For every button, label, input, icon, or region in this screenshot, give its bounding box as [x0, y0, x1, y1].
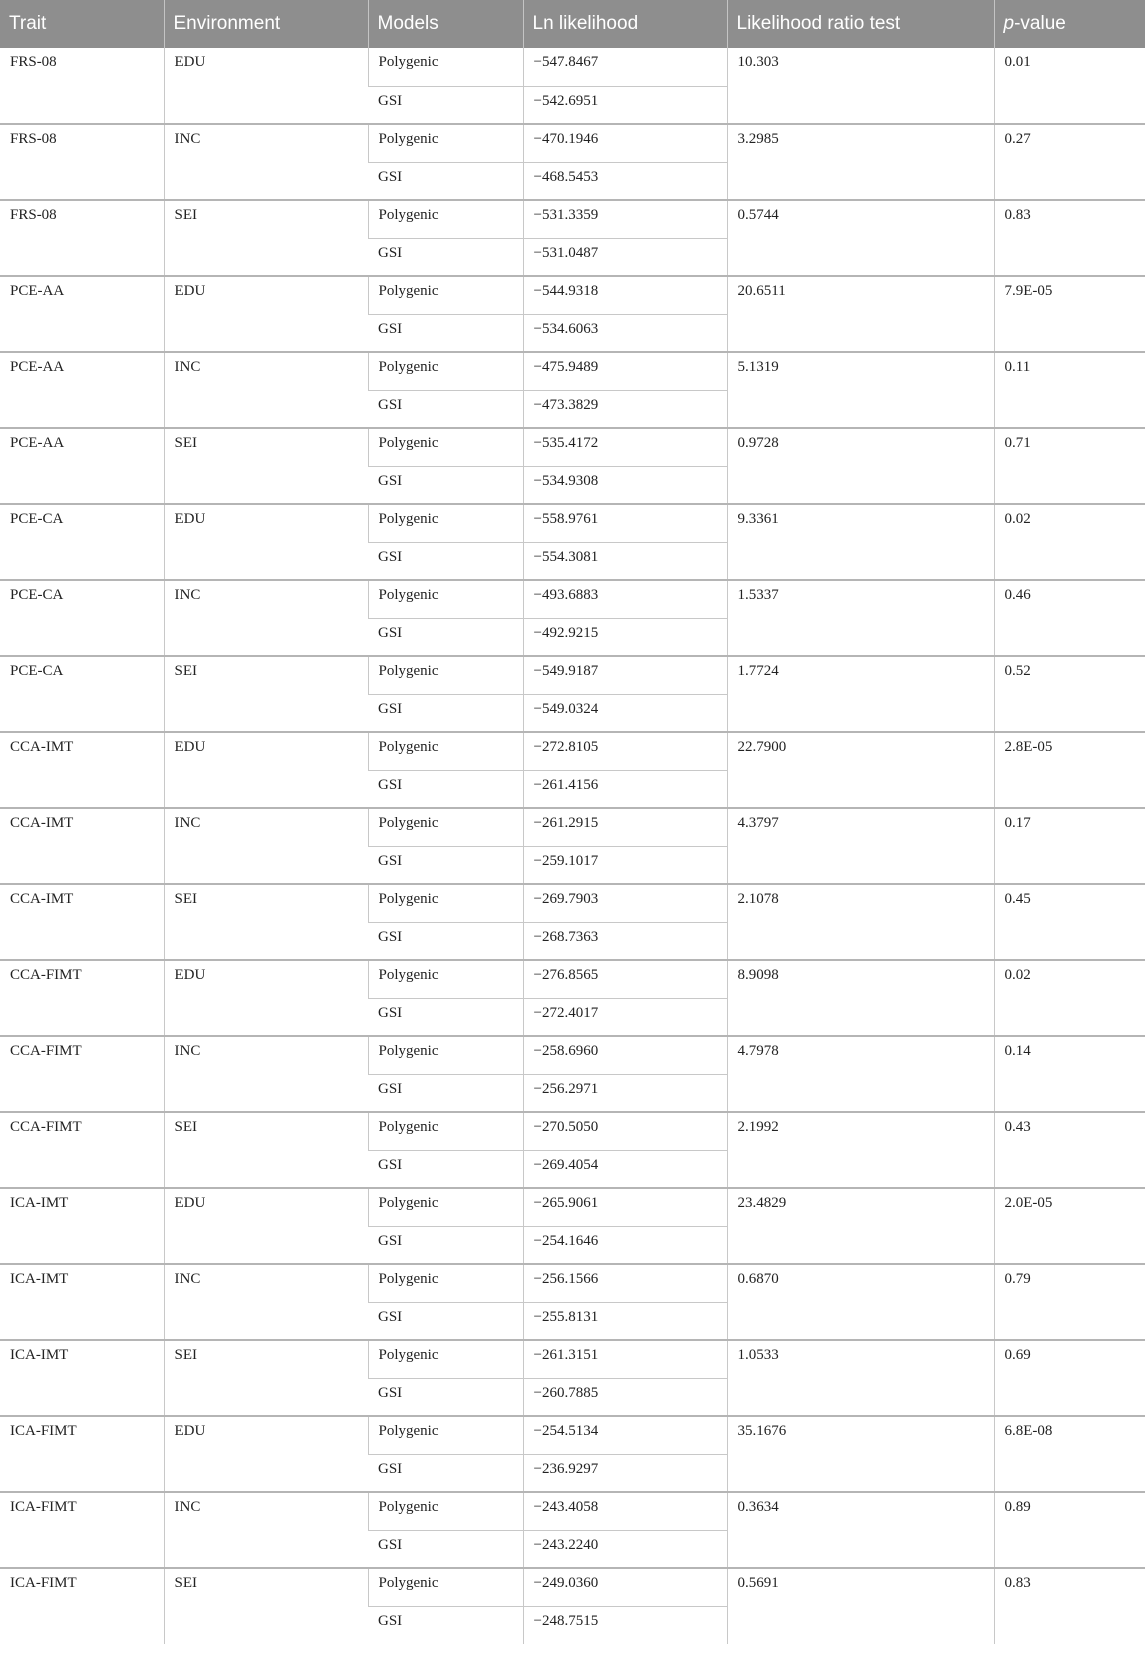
ln-likelihood-cell: −248.7515	[523, 1606, 727, 1644]
model-cell: GSI	[368, 162, 523, 200]
environment-cell: SEI	[164, 200, 368, 276]
model-cell: Polygenic	[368, 1340, 523, 1378]
p-value-cell: 0.11	[994, 352, 1145, 428]
ln-likelihood-cell: −236.9297	[523, 1454, 727, 1492]
table-row	[0, 124, 1145, 162]
ln-likelihood-cell: −272.8105	[523, 732, 727, 770]
ln-likelihood-cell: −261.4156	[523, 770, 727, 808]
p-value-cell: 0.71	[994, 428, 1145, 504]
ln-likelihood-cell: −544.9318	[523, 276, 727, 314]
likelihood-ratio-test-cell: 3.2985	[727, 124, 994, 200]
ln-likelihood-cell: −260.7885	[523, 1378, 727, 1416]
ln-likelihood-cell: −272.4017	[523, 998, 727, 1036]
model-cell: Polygenic	[368, 1568, 523, 1606]
p-value-cell: 0.89	[994, 1492, 1145, 1568]
header-row	[0, 0, 1145, 48]
p-value-cell: 0.69	[994, 1340, 1145, 1416]
ln-likelihood-cell: −475.9489	[523, 352, 727, 390]
environment-cell: EDU	[164, 960, 368, 1036]
trait-cell: FRS-08	[0, 200, 164, 276]
trait-cell: PCE-AA	[0, 428, 164, 504]
table-row	[0, 276, 1145, 314]
table-row	[0, 48, 1145, 86]
table-row	[0, 1568, 1145, 1606]
model-cell: GSI	[368, 922, 523, 960]
environment-cell: SEI	[164, 1340, 368, 1416]
model-cell: Polygenic	[368, 808, 523, 846]
ln-likelihood-cell: −259.1017	[523, 846, 727, 884]
ln-likelihood-cell: −269.4054	[523, 1150, 727, 1188]
model-cell: Polygenic	[368, 1112, 523, 1150]
model-cell: GSI	[368, 1226, 523, 1264]
table-row	[0, 1340, 1145, 1378]
model-cell: Polygenic	[368, 1264, 523, 1302]
ln-likelihood-cell: −558.9761	[523, 504, 727, 542]
model-cell: Polygenic	[368, 580, 523, 618]
p-value-cell: 0.01	[994, 48, 1145, 124]
trait-cell: ICA-IMT	[0, 1188, 164, 1264]
model-cell: GSI	[368, 618, 523, 656]
p-value-cell: 0.02	[994, 960, 1145, 1036]
p-value-cell: 0.79	[994, 1264, 1145, 1340]
trait-cell: ICA-FIMT	[0, 1568, 164, 1644]
model-cell: GSI	[368, 1150, 523, 1188]
model-cell: Polygenic	[368, 428, 523, 466]
ln-likelihood-cell: −534.9308	[523, 466, 727, 504]
model-cell: GSI	[368, 846, 523, 884]
likelihood-ratio-test-cell: 4.7978	[727, 1036, 994, 1112]
likelihood-ratio-test-cell: 22.7900	[727, 732, 994, 808]
environment-cell: INC	[164, 1492, 368, 1568]
model-cell: Polygenic	[368, 1416, 523, 1454]
model-cell: Polygenic	[368, 48, 523, 86]
trait-cell: CCA-IMT	[0, 884, 164, 960]
environment-cell: EDU	[164, 276, 368, 352]
trait-cell: PCE-CA	[0, 580, 164, 656]
p-value-cell: 2.0E-05	[994, 1188, 1145, 1264]
ln-likelihood-cell: −256.2971	[523, 1074, 727, 1112]
model-cell: Polygenic	[368, 504, 523, 542]
trait-cell: CCA-IMT	[0, 732, 164, 808]
trait-cell: PCE-AA	[0, 276, 164, 352]
trait-cell: CCA-IMT	[0, 808, 164, 884]
trait-cell: CCA-FIMT	[0, 1112, 164, 1188]
table-row	[0, 960, 1145, 998]
table-row	[0, 504, 1145, 542]
environment-cell: INC	[164, 1036, 368, 1112]
ln-likelihood-cell: −255.8131	[523, 1302, 727, 1340]
ln-likelihood-cell: −531.0487	[523, 238, 727, 276]
ln-likelihood-cell: −542.6951	[523, 86, 727, 124]
table-row	[0, 732, 1145, 770]
model-cell: GSI	[368, 314, 523, 352]
likelihood-ratio-test-cell: 0.9728	[727, 428, 994, 504]
ln-likelihood-cell: −261.3151	[523, 1340, 727, 1378]
table-row	[0, 1036, 1145, 1074]
likelihood-ratio-test-cell: 10.303	[727, 48, 994, 124]
ln-likelihood-cell: −535.4172	[523, 428, 727, 466]
likelihood-ratio-test-cell: 4.3797	[727, 808, 994, 884]
table-row	[0, 884, 1145, 922]
table-body	[0, 48, 1145, 1644]
table-row	[0, 1112, 1145, 1150]
p-value-cell: 2.8E-05	[994, 732, 1145, 808]
p-value-cell: 0.27	[994, 124, 1145, 200]
p-value-cell: 0.45	[994, 884, 1145, 960]
ln-likelihood-cell: −473.3829	[523, 390, 727, 428]
trait-cell: CCA-FIMT	[0, 960, 164, 1036]
header-ln-likelihood: Ln likelihood	[523, 0, 727, 48]
likelihood-ratio-test-cell: 0.5744	[727, 200, 994, 276]
likelihood-ratio-test-cell: 1.0533	[727, 1340, 994, 1416]
environment-cell: EDU	[164, 48, 368, 124]
model-cell: GSI	[368, 390, 523, 428]
header-environment: Environment	[164, 0, 368, 48]
table-row	[0, 656, 1145, 694]
model-cell: Polygenic	[368, 656, 523, 694]
ln-likelihood-cell: −492.9215	[523, 618, 727, 656]
table-row	[0, 1416, 1145, 1454]
trait-cell: ICA-FIMT	[0, 1492, 164, 1568]
likelihood-ratio-test-cell: 23.4829	[727, 1188, 994, 1264]
trait-cell: PCE-CA	[0, 504, 164, 580]
table-row	[0, 200, 1145, 238]
ln-likelihood-cell: −547.8467	[523, 48, 727, 86]
table-row	[0, 352, 1145, 390]
likelihood-ratio-test-cell: 35.1676	[727, 1416, 994, 1492]
likelihood-ratio-test-cell: 1.7724	[727, 656, 994, 732]
likelihood-ratio-test-cell: 0.3634	[727, 1492, 994, 1568]
model-cell: Polygenic	[368, 884, 523, 922]
model-cell: GSI	[368, 86, 523, 124]
environment-cell: EDU	[164, 1416, 368, 1492]
p-value-cell: 0.83	[994, 200, 1145, 276]
ln-likelihood-cell: −269.7903	[523, 884, 727, 922]
model-cell: Polygenic	[368, 1492, 523, 1530]
model-cell: Polygenic	[368, 200, 523, 238]
environment-cell: SEI	[164, 656, 368, 732]
p-value-cell: 6.8E-08	[994, 1416, 1145, 1492]
model-cell: GSI	[368, 1074, 523, 1112]
model-cell: Polygenic	[368, 352, 523, 390]
environment-cell: INC	[164, 1264, 368, 1340]
trait-cell: PCE-CA	[0, 656, 164, 732]
ln-likelihood-cell: −243.2240	[523, 1530, 727, 1568]
environment-cell: INC	[164, 352, 368, 428]
table-row	[0, 428, 1145, 466]
environment-cell: SEI	[164, 1568, 368, 1644]
model-cell: GSI	[368, 1606, 523, 1644]
table-header	[0, 0, 1145, 48]
ln-likelihood-cell: −554.3081	[523, 542, 727, 580]
ln-likelihood-cell: −268.7363	[523, 922, 727, 960]
environment-cell: EDU	[164, 1188, 368, 1264]
model-cell: GSI	[368, 1530, 523, 1568]
environment-cell: EDU	[164, 504, 368, 580]
ln-likelihood-cell: −531.3359	[523, 200, 727, 238]
model-cell: GSI	[368, 1302, 523, 1340]
p-value-cell: 0.14	[994, 1036, 1145, 1112]
model-cell: GSI	[368, 998, 523, 1036]
model-cell: GSI	[368, 694, 523, 732]
ln-likelihood-cell: −254.1646	[523, 1226, 727, 1264]
ln-likelihood-cell: −256.1566	[523, 1264, 727, 1302]
trait-cell: FRS-08	[10, 54, 57, 70]
trait-cell: PCE-AA	[0, 352, 164, 428]
table-row	[0, 1188, 1145, 1226]
likelihood-ratio-test-cell: 9.3361	[727, 504, 994, 580]
p-value-cell: 0.83	[994, 1568, 1145, 1644]
trait-cell: CCA-FIMT	[0, 1036, 164, 1112]
ln-likelihood-cell: −468.5453	[523, 162, 727, 200]
ln-likelihood-cell: −249.0360	[523, 1568, 727, 1606]
p-value-cell: 0.52	[994, 656, 1145, 732]
likelihood-ratio-test-cell: 5.1319	[727, 352, 994, 428]
ln-likelihood-cell: −493.6883	[523, 580, 727, 618]
likelihood-ratio-test-cell: 0.6870	[727, 1264, 994, 1340]
trait-cell: ICA-IMT	[0, 1264, 164, 1340]
p-value-cell: 7.9E-05	[994, 276, 1145, 352]
trait-cell: FRS-08	[0, 124, 164, 200]
likelihood-ratio-test-cell: 8.9098	[727, 960, 994, 1036]
model-cell: Polygenic	[368, 124, 523, 162]
header-likelihood-ratio-test: Likelihood ratio test	[727, 0, 994, 48]
ln-likelihood-cell: −549.0324	[523, 694, 727, 732]
ln-likelihood-cell: −534.6063	[523, 314, 727, 352]
environment-cell: INC	[164, 124, 368, 200]
trait-cell: ICA-IMT	[0, 1340, 164, 1416]
model-cell: Polygenic	[368, 732, 523, 770]
model-cell: GSI	[368, 1378, 523, 1416]
likelihood-ratio-test-cell: 20.6511	[727, 276, 994, 352]
model-cell: Polygenic	[368, 276, 523, 314]
likelihood-ratio-test-cell: 1.5337	[727, 580, 994, 656]
header-models: Models	[368, 0, 523, 48]
table-row	[0, 580, 1145, 618]
header-p-value-suffix: -value	[1014, 13, 1066, 34]
trait-cell: ICA-FIMT	[0, 1416, 164, 1492]
model-cell: Polygenic	[368, 1036, 523, 1074]
ln-likelihood-cell: −254.5134	[523, 1416, 727, 1454]
likelihood-ratio-test-cell: 0.5691	[727, 1568, 994, 1644]
ln-likelihood-cell: −270.5050	[523, 1112, 727, 1150]
table-row	[0, 808, 1145, 846]
likelihood-ratio-test-cell: 2.1078	[727, 884, 994, 960]
model-cell: GSI	[368, 466, 523, 504]
ln-likelihood-cell: −549.9187	[523, 656, 727, 694]
ln-likelihood-cell: −258.6960	[523, 1036, 727, 1074]
table-row	[0, 1264, 1145, 1302]
header-p-value	[994, 0, 1145, 48]
environment-cell: INC	[164, 580, 368, 656]
environment-cell: EDU	[164, 732, 368, 808]
p-value-cell: 0.43	[994, 1112, 1145, 1188]
header-trait: Trait	[0, 0, 164, 48]
model-cell: Polygenic	[368, 1188, 523, 1226]
environment-cell: SEI	[164, 1112, 368, 1188]
environment-cell: SEI	[164, 428, 368, 504]
model-cell: Polygenic	[368, 960, 523, 998]
ln-likelihood-cell: −243.4058	[523, 1492, 727, 1530]
likelihood-ratio-test-cell: 2.1992	[727, 1112, 994, 1188]
ln-likelihood-cell: −276.8565	[523, 960, 727, 998]
p-value-cell: 0.46	[994, 580, 1145, 656]
environment-cell: INC	[164, 808, 368, 884]
ln-likelihood-cell: −470.1946	[523, 124, 727, 162]
p-value-cell: 0.02	[994, 504, 1145, 580]
table-row	[0, 1492, 1145, 1530]
ln-likelihood-cell: −265.9061	[523, 1188, 727, 1226]
model-cell: GSI	[368, 238, 523, 276]
ln-likelihood-cell: −261.2915	[523, 808, 727, 846]
header-p-value-italic: p	[1003, 13, 1015, 34]
p-value-cell: 0.17	[994, 808, 1145, 884]
environment-cell: SEI	[164, 884, 368, 960]
model-cell: GSI	[368, 770, 523, 808]
model-cell: GSI	[368, 1454, 523, 1492]
model-cell: GSI	[368, 542, 523, 580]
